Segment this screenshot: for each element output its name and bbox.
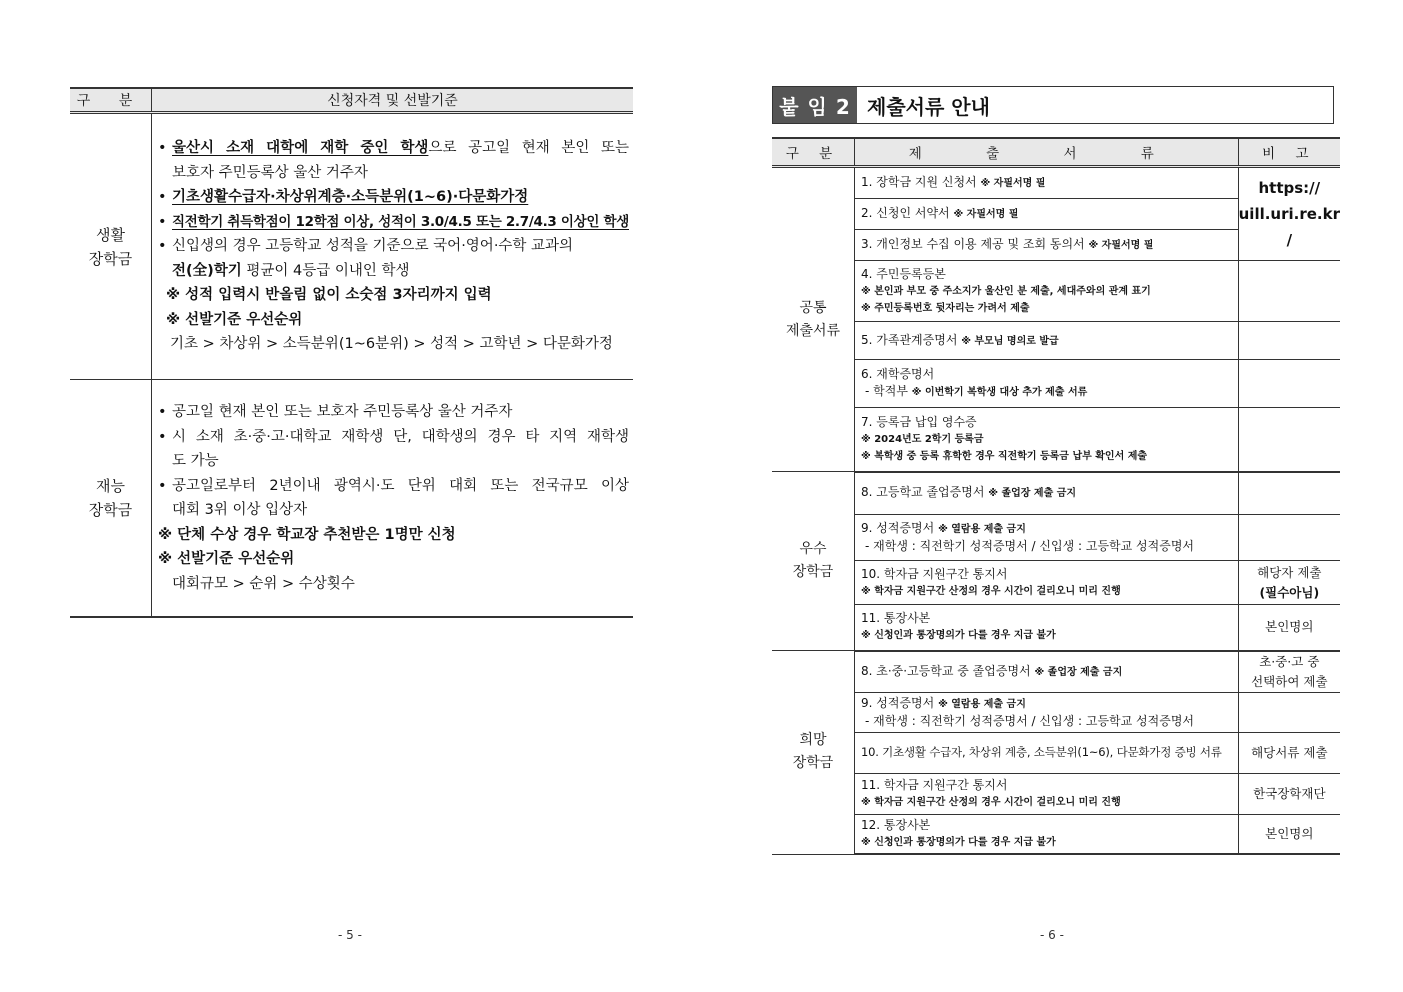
- living-criteria: [152, 113, 633, 380]
- common-doc-2: 2. 신청인 서약서 ※ 자필서명 필: [855, 199, 1239, 230]
- attachment-title: 제출서류 안내: [867, 94, 990, 119]
- hope-doc-9: 9. 성적증명서 ※ 열람용 제출 금지 - 재학생 : 직전학기 성적증명서 / 신입생 : 고등학교 성적증명서: [855, 692, 1239, 732]
- living-line4: • 신입생의 경우 고등학교 성적을 기준으로 국어·영어·수학 교과의: [158, 238, 574, 255]
- hope-doc-12: 12. 통장사본 ※ 신청인과 통장명의가 다를 경우 지급 불가: [855, 814, 1239, 854]
- eligibility-header-row: [70, 88, 633, 113]
- common-doc-4-row: [772, 261, 1340, 322]
- hope-doc-8-row: [772, 651, 1340, 693]
- excellence-doc-11-row: [772, 605, 1340, 651]
- excellence-category: 우수 장학금: [772, 472, 855, 651]
- common-doc-7-row: [772, 408, 1340, 472]
- documents-table: [772, 137, 1340, 855]
- talent-line1: • 공고일 현재 본인 또는 보호자 주민등록상 울산 거주자: [158, 404, 513, 420]
- hope-doc-10: 10. 기초생활 수급자, 차상위 계층, 소득분위(1~6), 다문화가정 증빙 서류: [855, 732, 1239, 773]
- living-note-priority: ※ 선발기준 우선순위: [166, 311, 303, 328]
- living-priority-order: 기초 > 차상위 > 소득분위(1~6분위) > 성적 > 고학년 > 다문화가정: [170, 336, 613, 353]
- living-line2: • 기초생활수급자·차상위계층·소득분위(1~6)·다문화가정: [158, 189, 529, 206]
- application-url: https:// uill.uri.re.kr /: [1238, 167, 1340, 261]
- header-documents: 제 출 서 류: [855, 138, 1239, 167]
- hope-doc-10-row: [772, 732, 1340, 773]
- common-doc-7: 7. 등록금 납입 영수증 ※ 2024년도 2학기 등록금 ※ 복학생 중 등록 휴학한 경우 직전학기 등록금 납부 확인서 제출: [855, 408, 1239, 472]
- common-doc-6: 6. 재학증명서 - 학적부 ※ 이번학기 복학생 대상 추가 제출 서류: [855, 360, 1239, 408]
- hope-doc-10-remark: 해당서류 제출: [1238, 732, 1340, 773]
- talent-category: 재능 장학금: [70, 380, 152, 618]
- talent-note-priority: ※ 선발기준 우선순위: [158, 551, 295, 567]
- hope-doc-8-remark: 초·중·고 중 선택하여 제출: [1238, 651, 1340, 693]
- talent-note-group: ※ 단체 수상 경우 학교장 추천받은 1명만 신청: [158, 526, 456, 543]
- excellence-doc-8-row: [772, 472, 1340, 515]
- common-doc-5: 5. 가족관계증명서 ※ 부모님 명의로 발급: [855, 322, 1239, 360]
- living-line1-cont: 보호자 주민등록상 울산 거주자: [172, 164, 368, 181]
- excellence-doc-9-row: [772, 515, 1340, 561]
- header-remarks: 비 고: [1238, 138, 1340, 167]
- talent-line3: • 공고일로부터 2년이내 광역시·도 단위 대회 또는 전국규모 이상: [158, 477, 629, 494]
- excellence-doc-10: 10. 학자금 지원구간 통지서 ※ 학자금 지원구간 산정의 경우 시간이 걸리오니 미리 진행: [855, 561, 1239, 605]
- header-category: 구 분: [70, 88, 152, 113]
- excellence-doc-11-remark: 본인명의: [1238, 605, 1340, 651]
- header-criteria: 신청자격 및 선발기준: [152, 88, 633, 113]
- hope-doc-8: 8. 초·중·고등학교 중 졸업증명서 ※ 졸업장 제출 금지: [855, 651, 1239, 693]
- common-doc-3: 3. 개인정보 수집 이용 제공 및 조회 동의서 ※ 자필서명 필: [855, 230, 1239, 261]
- common-doc-6-row: [772, 360, 1340, 408]
- common-doc-4: 4. 주민등록등본 ※ 본인과 부모 중 주소지가 울산인 분 제출, 세대주와의 관계 표기 ※ 주민등록번호 뒷자리는 가려서 제출: [855, 261, 1239, 322]
- excellence-doc-11: 11. 통장사본 ※ 신청인과 통장명의가 다를 경우 지급 불가: [855, 605, 1239, 651]
- living-category: 생활 장학금: [70, 113, 152, 380]
- excellence-doc-8: 8. 고등학교 졸업증명서 ※ 졸업장 제출 금지: [855, 472, 1239, 515]
- hope-doc-11-row: [772, 773, 1340, 814]
- hope-doc-11-remark: 한국장학재단: [1238, 773, 1340, 814]
- excellence-doc-9: 9. 성적증명서 ※ 열람용 제출 금지 - 재학생 : 직전학기 성적증명서 / 신입생 : 고등학교 성적증명서: [855, 515, 1239, 561]
- living-line1: • 울산시 소재 대학에 재학 중인 학생으로 공고일 현재 본인 또는: [158, 140, 630, 157]
- talent-line2-cont: 도 가능: [172, 453, 219, 469]
- documents-header-row: [772, 138, 1340, 167]
- talent-line2: • 시 소재 초·중·고·대학교 재학생 단, 대학생의 경우 타 지역 재학생: [158, 428, 629, 445]
- hope-doc-12-row: [772, 814, 1340, 854]
- common-doc-1-row: [772, 167, 1340, 199]
- common-doc-5-row: [772, 322, 1340, 360]
- eligibility-table: [70, 87, 633, 618]
- attachment-heading: [772, 86, 1334, 124]
- header-category: 구 분: [772, 138, 855, 167]
- hope-doc-12-remark: 본인명의: [1238, 814, 1340, 854]
- hope-doc-9-row: [772, 692, 1340, 732]
- attachment-badge: 붙 임 2: [773, 87, 857, 123]
- living-scholarship-row: [70, 113, 633, 380]
- page-number-left: - 5 -: [338, 928, 362, 942]
- talent-criteria: [152, 380, 633, 618]
- talent-priority-order: 대회규모 > 순위 > 수상횟수: [172, 575, 355, 592]
- talent-scholarship-row: [70, 380, 633, 618]
- hope-doc-11: 11. 학자금 지원구간 통지서 ※ 학자금 지원구간 산정의 경우 시간이 걸리오니 미리 진행: [855, 773, 1239, 814]
- page-number-right: - 6 -: [1040, 928, 1064, 942]
- hope-category: 희망 장학금: [772, 651, 855, 855]
- excellence-doc-10-row: [772, 561, 1340, 605]
- living-line3: • 직전학기 취득학점이 12학점 이상, 성적이 3.0/4.5 또는 2.7/4.3 이상인 학생: [158, 213, 629, 230]
- common-category: 공통 제출서류: [772, 167, 855, 472]
- living-note-rounding: ※ 성적 입력시 반올림 없이 소숫점 3자리까지 입력: [166, 287, 492, 304]
- excellence-doc-10-remark: 해당자 제출 (필수아님): [1238, 561, 1340, 605]
- living-line4-cont: 전(全)학기 평균이 4등급 이내인 학생: [172, 262, 410, 279]
- common-doc-1: 1. 장학금 지원 신청서 ※ 자필서명 필: [855, 167, 1239, 199]
- talent-line3-cont: 대회 3위 이상 입상자: [172, 502, 308, 518]
